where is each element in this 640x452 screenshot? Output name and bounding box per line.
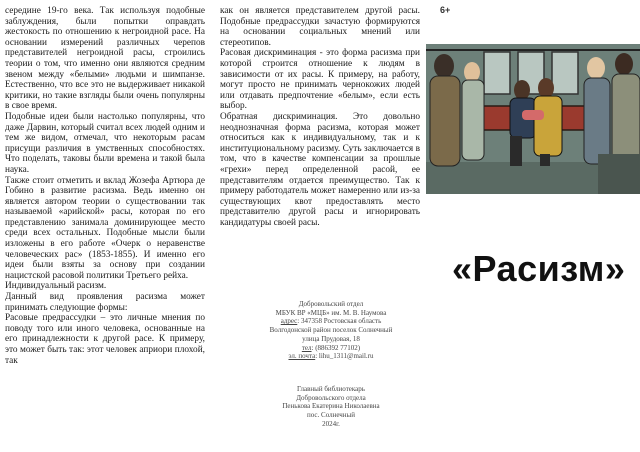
org-name: МБУК ВР «МЦБ» им. М. В. Наумова <box>275 308 387 317</box>
address-line <box>236 317 426 326</box>
text-column-left <box>5 6 205 366</box>
phone-line <box>236 344 426 353</box>
staff-line: 2024г. <box>322 419 340 428</box>
staff-line: Добровольского отдела <box>296 393 366 402</box>
staff-line: Главный библиотекарь <box>297 384 365 393</box>
paragraph: как он является представителем другой расы. Подобные предрассудки зачастую формируются на основании социальных мнений или стереотипов. <box>220 6 420 48</box>
address-label: адрес <box>280 317 298 326</box>
brochure-title: «Расизм» <box>452 248 626 289</box>
email-line <box>236 352 426 361</box>
paragraph: Расовая дискриминация - это форма расизма при которой строится отношение к людям в зависимости от их расы. К примеру, на работу, могут просто не принимать чернокожих людей или отдавать предпочтение «белым», если есть выбор. <box>220 48 420 112</box>
email-label: эл. почта <box>288 352 316 361</box>
age-rating: 6+ <box>440 5 451 15</box>
contact-block <box>236 300 426 428</box>
subway-scene-illustration <box>426 44 640 194</box>
spacer <box>236 361 426 385</box>
phone-label: тел <box>301 343 312 352</box>
paragraph: Данный вид проявления расизма может принимать следующие формы: <box>5 292 205 313</box>
phone-value: : (886392 77102) <box>311 343 361 352</box>
paragraph: Обратная дискриминация. Это довольно неоднозначная форма расизма, которая может относиться как к индивидуальному, так и к институциональному расизму. Суть заключается в том, что в качестве компенсации за прошлые «грехи» перед определенной расой, ее представителям отдается преимущество. Так к примеру работодатель может намеренно или из-за существующих квот предоставлять место представителю другой расы и игнорировать кандидатуры своей расы. <box>220 111 420 228</box>
paragraph: середине 19-го века. Так используя подобные заблуждения, были попытки оправдать жестокость по отношению к негроидной расе. На основании измерений различных черепов представителей негроидной расы, строились теории о том, что именно они являются средним звеном между «белыми» людьми и шимпанзе. Естественно, что все это не выдерживает никакой критики, но такие взгляды были очень популярны в свое время. <box>5 6 205 112</box>
paragraph: Подобные идеи были настолько популярны, что даже Дарвин, который считал всех людей одним и тем же видом, отмечал, что некоторым расам присущи различия в умственных способностях. Что поделать, таковы были времена и такой была наука. <box>5 111 205 175</box>
illustration-image <box>426 44 640 194</box>
address-line: улица Прудовая, 18 <box>302 334 360 343</box>
paragraph: Расовые предрассудки – это личные мнения по поводу того или иного человека, основанные на его принадлежности к другой расе. К примеру, это может быть так: этот человек априори плохой, так <box>5 313 205 366</box>
email-value: : lihu_1311@mail.ru <box>315 352 374 361</box>
text-column-middle <box>220 6 420 228</box>
staff-line: Пенькова Екатерина Николаевна <box>282 402 380 411</box>
staff-line: пос. Солнечный <box>307 411 355 420</box>
address-value: : 347358 Ростовская область <box>297 317 382 326</box>
address-line: Волгодонской район поселок Солнечный <box>269 326 393 335</box>
org-name: Добровольский отдел <box>298 300 364 308</box>
paragraph: Также стоит отметить и вклад Жозефа Артюра де Гобино в развитие расизма. Ведь именно он является автором теории о существовании так называемой «арийской» расы, которая по его представлению занимала доминирующее место среди всех остальных. Подобные мысли были изложены в его работе «Очерк о неравенстве человеческих рас» (1853-1855). И именно его идеи были взяты за основу при создании нацистской расовой политики Третьего рейха. <box>5 175 205 281</box>
paragraph: Индивидуальный расизм. <box>5 281 107 292</box>
